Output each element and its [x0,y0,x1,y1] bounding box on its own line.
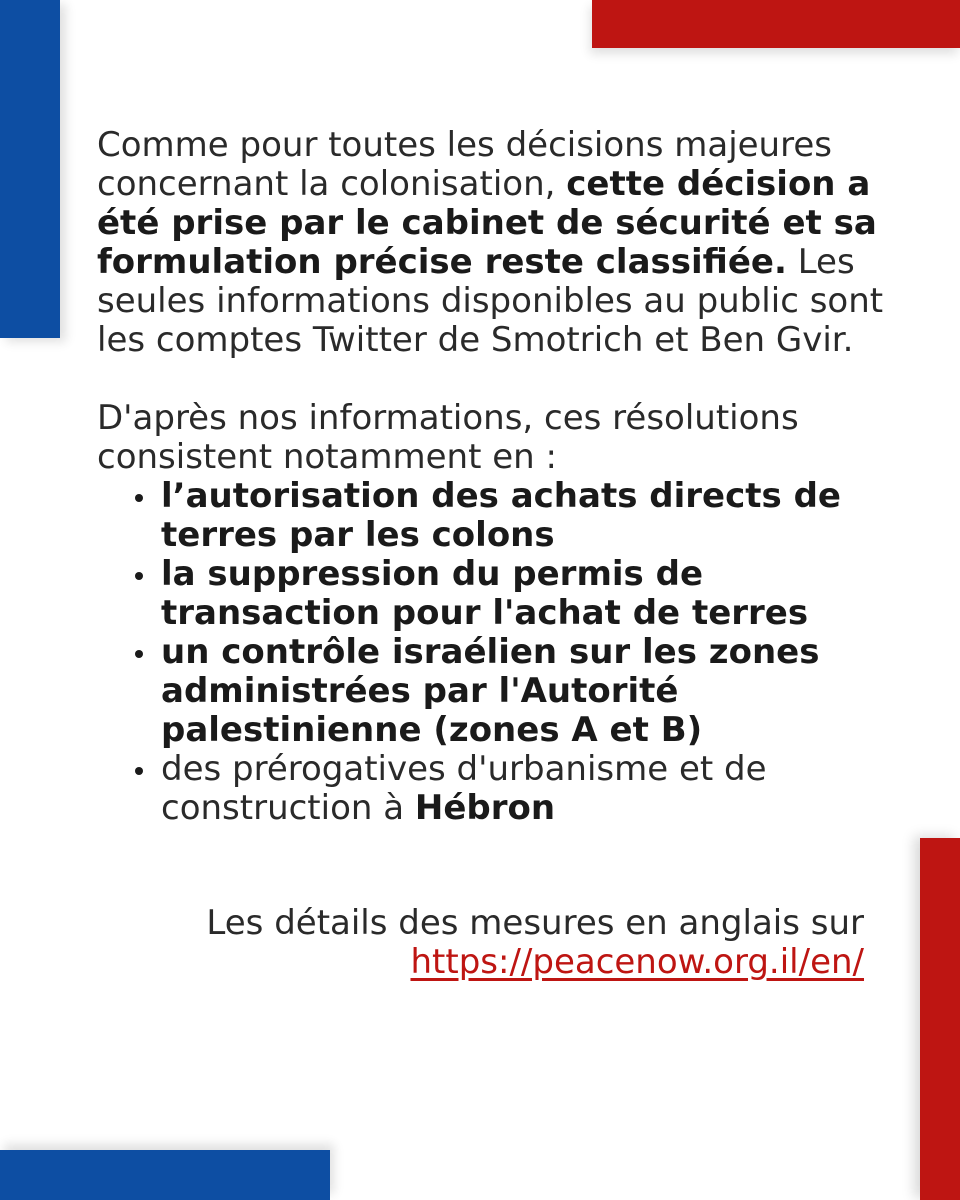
footer-source [206,904,864,982]
paragraph-rest: Les seules informations disponibles au public sont les comptes Twitter de Smotrich et Ben Gvir. [97,242,884,360]
paragraph-intro: Comme pour toutes les décisions majeures concernant la colonisation, [97,125,832,204]
decorative-red-bar-top [592,0,960,48]
list-item-text: des prérogatives d'urbanisme et de construction à [161,749,767,828]
resolutions-list [97,477,897,828]
list-item [97,555,897,633]
bullet-icon [135,650,143,658]
list-item-bold-place: Hébron [414,788,556,828]
paragraph-cabinet-decision [97,126,897,360]
bullet-icon [135,767,143,775]
list-item [97,750,897,828]
paragraph-bold-statement: cette décision a été prise par le cabinet de sécurité et sa formulation précise reste classifiée. [97,164,877,282]
decorative-blue-bar-bottom [0,1150,330,1200]
list-item-text: un contrôle israélien sur les zones administrées par l'Autorité palestinienne (zones A et B) [161,632,820,750]
bullet-icon [135,572,143,580]
main-text [97,126,897,828]
list-item-text: la suppression du permis de transaction pour l'achat de terres [161,554,809,633]
list-item [97,633,897,750]
list-item-text: l’autorisation des achats directs de terres par les colons [161,476,841,555]
bullet-icon [135,494,143,502]
list-item [97,477,897,555]
peacenow-link[interactable]: https://peacenow.org.il/en/ [410,942,864,982]
footer-text: Les détails des mesures en anglais sur [206,903,864,943]
decorative-blue-bar-top [0,0,60,338]
paragraph-resolutions-intro: D'après nos informations, ces résolutions consistent notamment en : [97,398,799,477]
decorative-red-bar-right [920,838,960,1200]
